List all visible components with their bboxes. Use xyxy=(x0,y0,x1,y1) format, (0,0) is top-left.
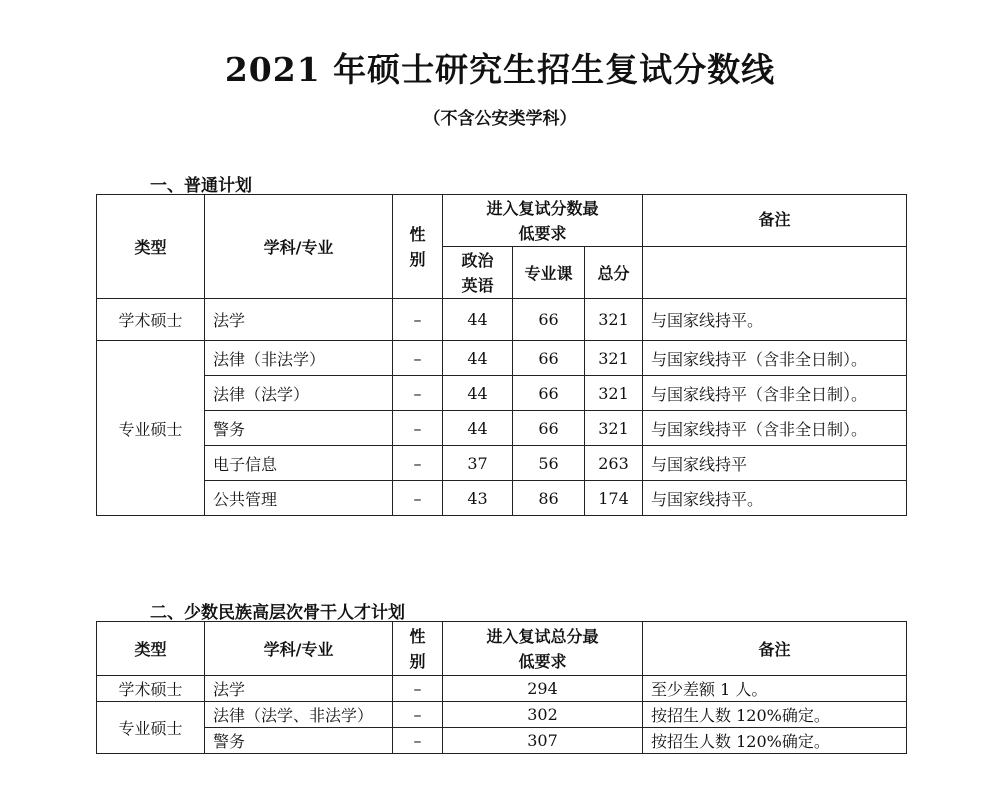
table-row xyxy=(97,728,907,754)
row-major: 公共管理 xyxy=(205,481,393,516)
row-professional: 66 xyxy=(513,411,585,446)
row-major: 法律（法学） xyxy=(205,376,393,411)
row-politics-english: 37 xyxy=(443,446,513,481)
row-gender: – xyxy=(393,376,443,411)
header-gender: 性别 xyxy=(393,622,443,676)
row-gender: – xyxy=(393,299,443,341)
row-total: 263 xyxy=(585,446,643,481)
row-gender: – xyxy=(393,702,443,728)
row-total: 321 xyxy=(585,299,643,341)
page-title: 2021 年硕士研究生招生复试分数线 xyxy=(224,50,776,89)
row-note: 按招生人数 120%确定。 xyxy=(643,728,907,754)
header-major: 学科/专业 xyxy=(205,195,393,299)
row-politics-english: 44 xyxy=(443,376,513,411)
row-type: 专业硕士 xyxy=(97,341,205,516)
row-major: 法律（非法学） xyxy=(205,341,393,376)
header-note: 备注 xyxy=(643,622,907,676)
minority-plan-table xyxy=(96,621,907,754)
row-politics-english: 43 xyxy=(443,481,513,516)
row-professional: 56 xyxy=(513,446,585,481)
row-total: 302 xyxy=(443,702,643,728)
row-total: 321 xyxy=(585,341,643,376)
row-politics-english: 44 xyxy=(443,341,513,376)
row-note: 与国家线持平（含非全日制）。 xyxy=(643,341,907,376)
row-gender: – xyxy=(393,446,443,481)
header-type: 类型 xyxy=(97,622,205,676)
row-total: 174 xyxy=(585,481,643,516)
table-row xyxy=(97,446,907,481)
table-row xyxy=(97,481,907,516)
row-major: 警务 xyxy=(205,411,393,446)
table-row xyxy=(97,411,907,446)
header-note-blank xyxy=(643,247,907,299)
table-row xyxy=(97,676,907,702)
row-note: 按招生人数 120%确定。 xyxy=(643,702,907,728)
row-type: 学术硕士 xyxy=(97,676,205,702)
header-politics-english: 政治英语 xyxy=(443,247,513,299)
row-type: 学术硕士 xyxy=(97,299,205,341)
row-total: 321 xyxy=(585,411,643,446)
row-gender: – xyxy=(393,411,443,446)
row-type: 专业硕士 xyxy=(97,702,205,754)
table-row xyxy=(97,299,907,341)
row-note: 与国家线持平（含非全日制）。 xyxy=(643,376,907,411)
row-note: 与国家线持平。 xyxy=(643,481,907,516)
table-row xyxy=(97,341,907,376)
row-note: 与国家线持平（含非全日制）。 xyxy=(643,411,907,446)
row-note: 至少差额 1 人。 xyxy=(643,676,907,702)
row-major: 法学 xyxy=(205,299,393,341)
header-note: 备注 xyxy=(643,195,907,247)
general-plan-table xyxy=(96,194,907,516)
section-heading-general-plan: 一、普通计划 xyxy=(150,176,252,196)
header-major: 学科/专业 xyxy=(205,622,393,676)
header-professional: 专业课 xyxy=(513,247,585,299)
row-gender: – xyxy=(393,481,443,516)
header-gender: 性别 xyxy=(393,195,443,299)
row-gender: – xyxy=(393,676,443,702)
header-total-req: 进入复试总分最低要求 xyxy=(443,622,643,676)
row-professional: 66 xyxy=(513,299,585,341)
row-major: 警务 xyxy=(205,728,393,754)
page-subtitle: （不含公安类学科） xyxy=(423,109,577,129)
section-heading-minority-plan: 二、少数民族高层次骨干人才计划 xyxy=(150,603,405,623)
row-professional: 66 xyxy=(513,376,585,411)
row-politics-english: 44 xyxy=(443,411,513,446)
row-gender: – xyxy=(393,341,443,376)
header-total: 总分 xyxy=(585,247,643,299)
row-major: 电子信息 xyxy=(205,446,393,481)
header-score-group: 进入复试分数最低要求 xyxy=(443,195,643,247)
table-row xyxy=(97,702,907,728)
row-total: 294 xyxy=(443,676,643,702)
row-gender: – xyxy=(393,728,443,754)
row-professional: 66 xyxy=(513,341,585,376)
row-total: 321 xyxy=(585,376,643,411)
row-professional: 86 xyxy=(513,481,585,516)
row-major: 法律（法学、非法学） xyxy=(205,702,393,728)
row-major: 法学 xyxy=(205,676,393,702)
row-note: 与国家线持平。 xyxy=(643,299,907,341)
table-row xyxy=(97,376,907,411)
header-type: 类型 xyxy=(97,195,205,299)
row-politics-english: 44 xyxy=(443,299,513,341)
row-total: 307 xyxy=(443,728,643,754)
row-note: 与国家线持平 xyxy=(643,446,907,481)
